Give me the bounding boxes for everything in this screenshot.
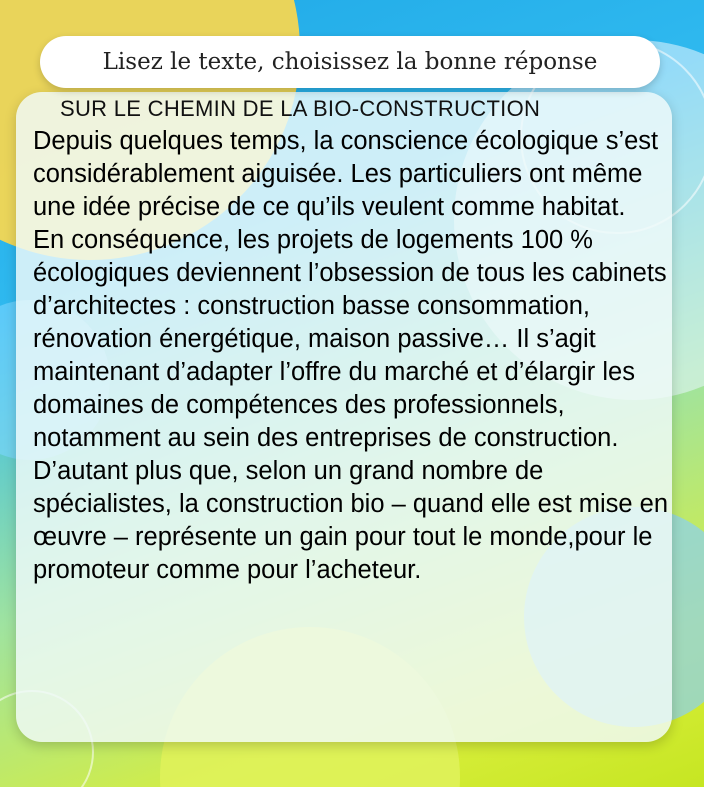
article-paragraph-2: En conséquence, les projets de logements 100 % écologiques deviennent l’obsession de tous les cabinets d’architectes : construction basse consommation, rénovation énergétique, maison passive… Il s’agit maintenant d’adapter l’offre du marché et d’élargir les domaines de compétences des professionnels, notamment au sein des entreprises de construction.	[33, 226, 667, 452]
article-body	[33, 125, 673, 587]
instruction-text: Lisez le texte, choisissez la bonne réponse	[102, 49, 598, 75]
article-title: SUR LE CHEMIN DE LA BIO-CONSTRUCTION	[60, 96, 541, 121]
article-paragraph-1: Depuis quelques temps, la conscience écologique s’est considérablement aiguisée. Les particuliers ont même une idée précise de ce qu’ils veulent comme habitat.	[33, 127, 659, 221]
article-paragraph-3: D’autant plus que, selon un grand nombre de spécialistes, la construction bio – quand elle est mise en œuvre – représente un gain pour tout le monde,pour le promoteur comme pour l’acheteur.	[33, 457, 669, 584]
instruction-banner	[40, 36, 660, 88]
